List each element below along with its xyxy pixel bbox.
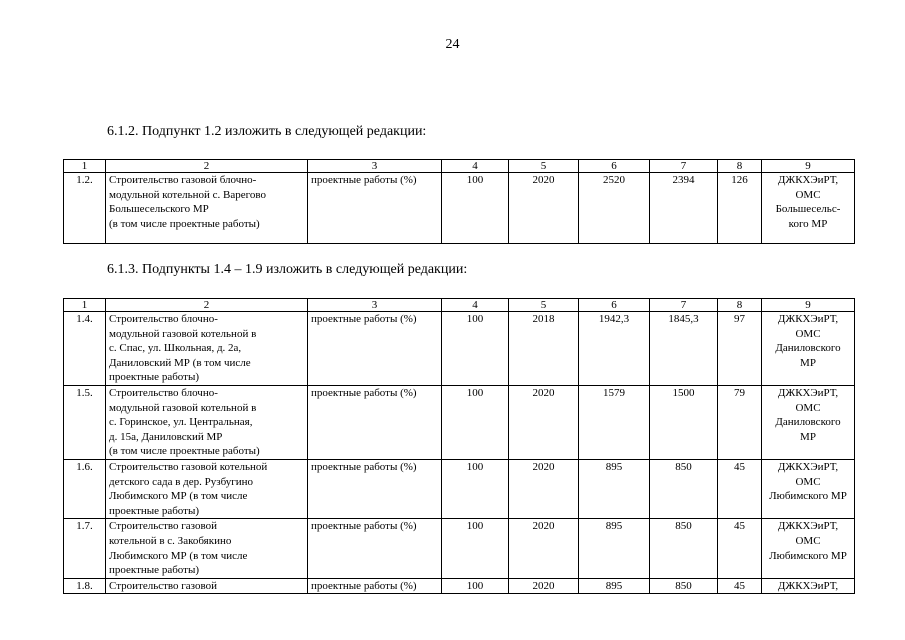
executor-cell-line: ДЖКХЭиРТ,	[777, 461, 839, 473]
project-name-cell-line: Любимского МР (в том числе	[109, 490, 248, 503]
executor-cell-line: ДЖКХЭиРТ,	[777, 174, 839, 186]
year-cell: 2020	[509, 519, 579, 578]
project-name-cell-line: с. Горинское, ул. Центральная,	[109, 416, 253, 429]
project-name-cell-line: Строительство газовой	[109, 520, 217, 533]
column-header-8: 8	[718, 299, 762, 312]
executor-cell	[762, 386, 855, 460]
value-col-8: 45	[718, 460, 762, 519]
project-name-cell	[106, 173, 308, 244]
year-cell: 2020	[509, 460, 579, 519]
value-col-6: 895	[579, 460, 650, 519]
column-header-9: 9	[762, 160, 855, 173]
value-col-7: 1500	[650, 386, 718, 460]
value-col-6: 2520	[579, 173, 650, 244]
executor-cell-line: ДЖКХЭиРТ,	[777, 387, 839, 399]
executor-cell-line: кого МР	[788, 217, 828, 230]
value-col-8: 79	[718, 386, 762, 460]
item-number: 1.7.	[64, 519, 106, 578]
executor-cell-line: ДЖКХЭиРТ,	[777, 520, 839, 533]
indicator-cell: проектные работы (%)	[308, 519, 442, 578]
section-heading-6-1-2: 6.1.2. Подпункт 1.2 изложить в следующей редакции:	[107, 124, 427, 139]
table-row	[64, 312, 855, 386]
column-header-5: 5	[509, 299, 579, 312]
indicator-cell: проектные работы (%)	[308, 173, 442, 244]
column-header-3: 3	[308, 160, 442, 173]
column-header-1: 1	[64, 160, 106, 173]
project-name-cell-line: Строительство газовой котельной	[109, 461, 268, 473]
executor-cell-line: ОМС	[795, 188, 821, 201]
item-number: 1.5.	[64, 386, 106, 460]
value-col-4: 100	[442, 519, 509, 578]
project-name-cell	[106, 460, 308, 519]
project-name-cell-line: проектные работы)	[109, 564, 200, 577]
project-name-cell-line: модульной газовой котельной в	[109, 327, 257, 340]
project-name-cell-line: котельной в с. Закобякино	[109, 534, 232, 547]
executor-cell-line: Любимского МР	[769, 490, 847, 503]
column-header-7: 7	[650, 160, 718, 173]
executor-cell-line: ОМС	[795, 534, 821, 547]
project-name-cell-line: Строительство блочно-	[109, 313, 218, 325]
value-col-6: 895	[579, 578, 650, 594]
value-col-7: 850	[650, 460, 718, 519]
executor-cell-line: Даниловского	[775, 416, 841, 429]
executor-cell	[762, 173, 855, 244]
year-cell: 2020	[509, 173, 579, 244]
item-number: 1.2.	[64, 173, 106, 244]
project-name-cell-line: Строительство блочно-	[109, 387, 218, 399]
project-name-cell-line: Строительство газовой	[109, 579, 217, 592]
value-col-4: 100	[442, 578, 509, 594]
value-col-6: 1942,3	[579, 312, 650, 386]
indicator-cell: проектные работы (%)	[308, 312, 442, 386]
executor-cell	[762, 578, 855, 594]
executor-cell-line: ДЖКХЭиРТ,	[777, 579, 839, 592]
executor-cell-line: Любимского МР	[769, 549, 847, 562]
table-row	[64, 386, 855, 460]
indicator-cell: проектные работы (%)	[308, 578, 442, 594]
column-header-7: 7	[650, 299, 718, 312]
year-cell: 2020	[509, 386, 579, 460]
year-cell: 2018	[509, 312, 579, 386]
project-name-cell-line: д. 15а, Даниловский МР	[109, 430, 223, 443]
executor-cell-line: ОМС	[795, 327, 821, 340]
value-col-8: 45	[718, 578, 762, 594]
project-name-cell	[106, 519, 308, 578]
table-row	[64, 460, 855, 519]
table-section-6-1-3	[63, 298, 855, 594]
value-col-7: 1845,3	[650, 312, 718, 386]
column-header-3: 3	[308, 299, 442, 312]
column-header-2: 2	[106, 299, 308, 312]
value-col-6: 1579	[579, 386, 650, 460]
table-row	[64, 519, 855, 578]
value-col-7: 850	[650, 519, 718, 578]
column-header-4: 4	[442, 160, 509, 173]
value-col-7: 2394	[650, 173, 718, 244]
project-name-cell	[106, 578, 308, 594]
section-heading-6-1-3: 6.1.3. Подпункты 1.4 – 1.9 изложить в следующей редакции:	[107, 262, 468, 277]
executor-cell-line: Даниловского	[775, 342, 841, 355]
executor-cell	[762, 460, 855, 519]
page-number: 24	[445, 37, 460, 52]
table-header-row	[64, 160, 855, 173]
column-header-9: 9	[762, 299, 855, 312]
indicator-cell: проектные работы (%)	[308, 460, 442, 519]
project-name-cell-line: детского сада в дер. Рузбугино	[109, 475, 254, 488]
project-name-cell	[106, 312, 308, 386]
executor-cell	[762, 312, 855, 386]
project-name-cell-line: Любимского МР (в том числе	[109, 549, 248, 562]
project-name-cell	[106, 386, 308, 460]
executor-cell-line: МР	[800, 430, 816, 443]
column-header-5: 5	[509, 160, 579, 173]
column-header-2: 2	[106, 160, 308, 173]
project-name-cell-line: модульной котельной с. Варегово	[109, 188, 266, 201]
item-number: 1.4.	[64, 312, 106, 386]
project-name-cell-line: (в том числе проектные работы)	[109, 445, 260, 458]
item-number: 1.8.	[64, 578, 106, 594]
year-cell: 2020	[509, 578, 579, 594]
column-header-6: 6	[579, 160, 650, 173]
value-col-4: 100	[442, 173, 509, 244]
value-col-8: 126	[718, 173, 762, 244]
project-name-cell-line: проектные работы)	[109, 504, 200, 517]
value-col-6: 895	[579, 519, 650, 578]
executor-cell	[762, 519, 855, 578]
value-col-8: 97	[718, 312, 762, 386]
table-section-6-1-2	[63, 159, 855, 244]
value-col-4: 100	[442, 386, 509, 460]
value-col-8: 45	[718, 519, 762, 578]
value-col-4: 100	[442, 460, 509, 519]
project-name-cell-line: Строительство газовой блочно-	[109, 174, 257, 186]
project-name-cell-line: модульной газовой котельной в	[109, 401, 257, 414]
table-header-row	[64, 299, 855, 312]
project-name-cell-line: с. Спас, ул. Школьная, д. 2а,	[109, 342, 242, 355]
item-number: 1.6.	[64, 460, 106, 519]
column-header-1: 1	[64, 299, 106, 312]
executor-cell-line: ДЖКХЭиРТ,	[777, 313, 839, 325]
indicator-cell: проектные работы (%)	[308, 386, 442, 460]
value-col-7: 850	[650, 578, 718, 594]
table-row	[64, 578, 855, 594]
project-name-cell-line: Большесельского МР	[109, 203, 209, 216]
executor-cell-line: ОМС	[795, 401, 821, 414]
column-header-8: 8	[718, 160, 762, 173]
executor-cell-line: МР	[800, 356, 816, 369]
project-name-cell-line: проектные работы)	[109, 371, 200, 384]
column-header-4: 4	[442, 299, 509, 312]
project-name-cell-line: (в том числе проектные работы)	[109, 217, 260, 230]
project-name-cell-line: Даниловский МР (в том числе	[109, 356, 251, 369]
value-col-4: 100	[442, 312, 509, 386]
table-row	[64, 173, 855, 244]
executor-cell-line: Большесельс-	[775, 203, 841, 216]
executor-cell-line: ОМС	[795, 475, 821, 488]
column-header-6: 6	[579, 299, 650, 312]
